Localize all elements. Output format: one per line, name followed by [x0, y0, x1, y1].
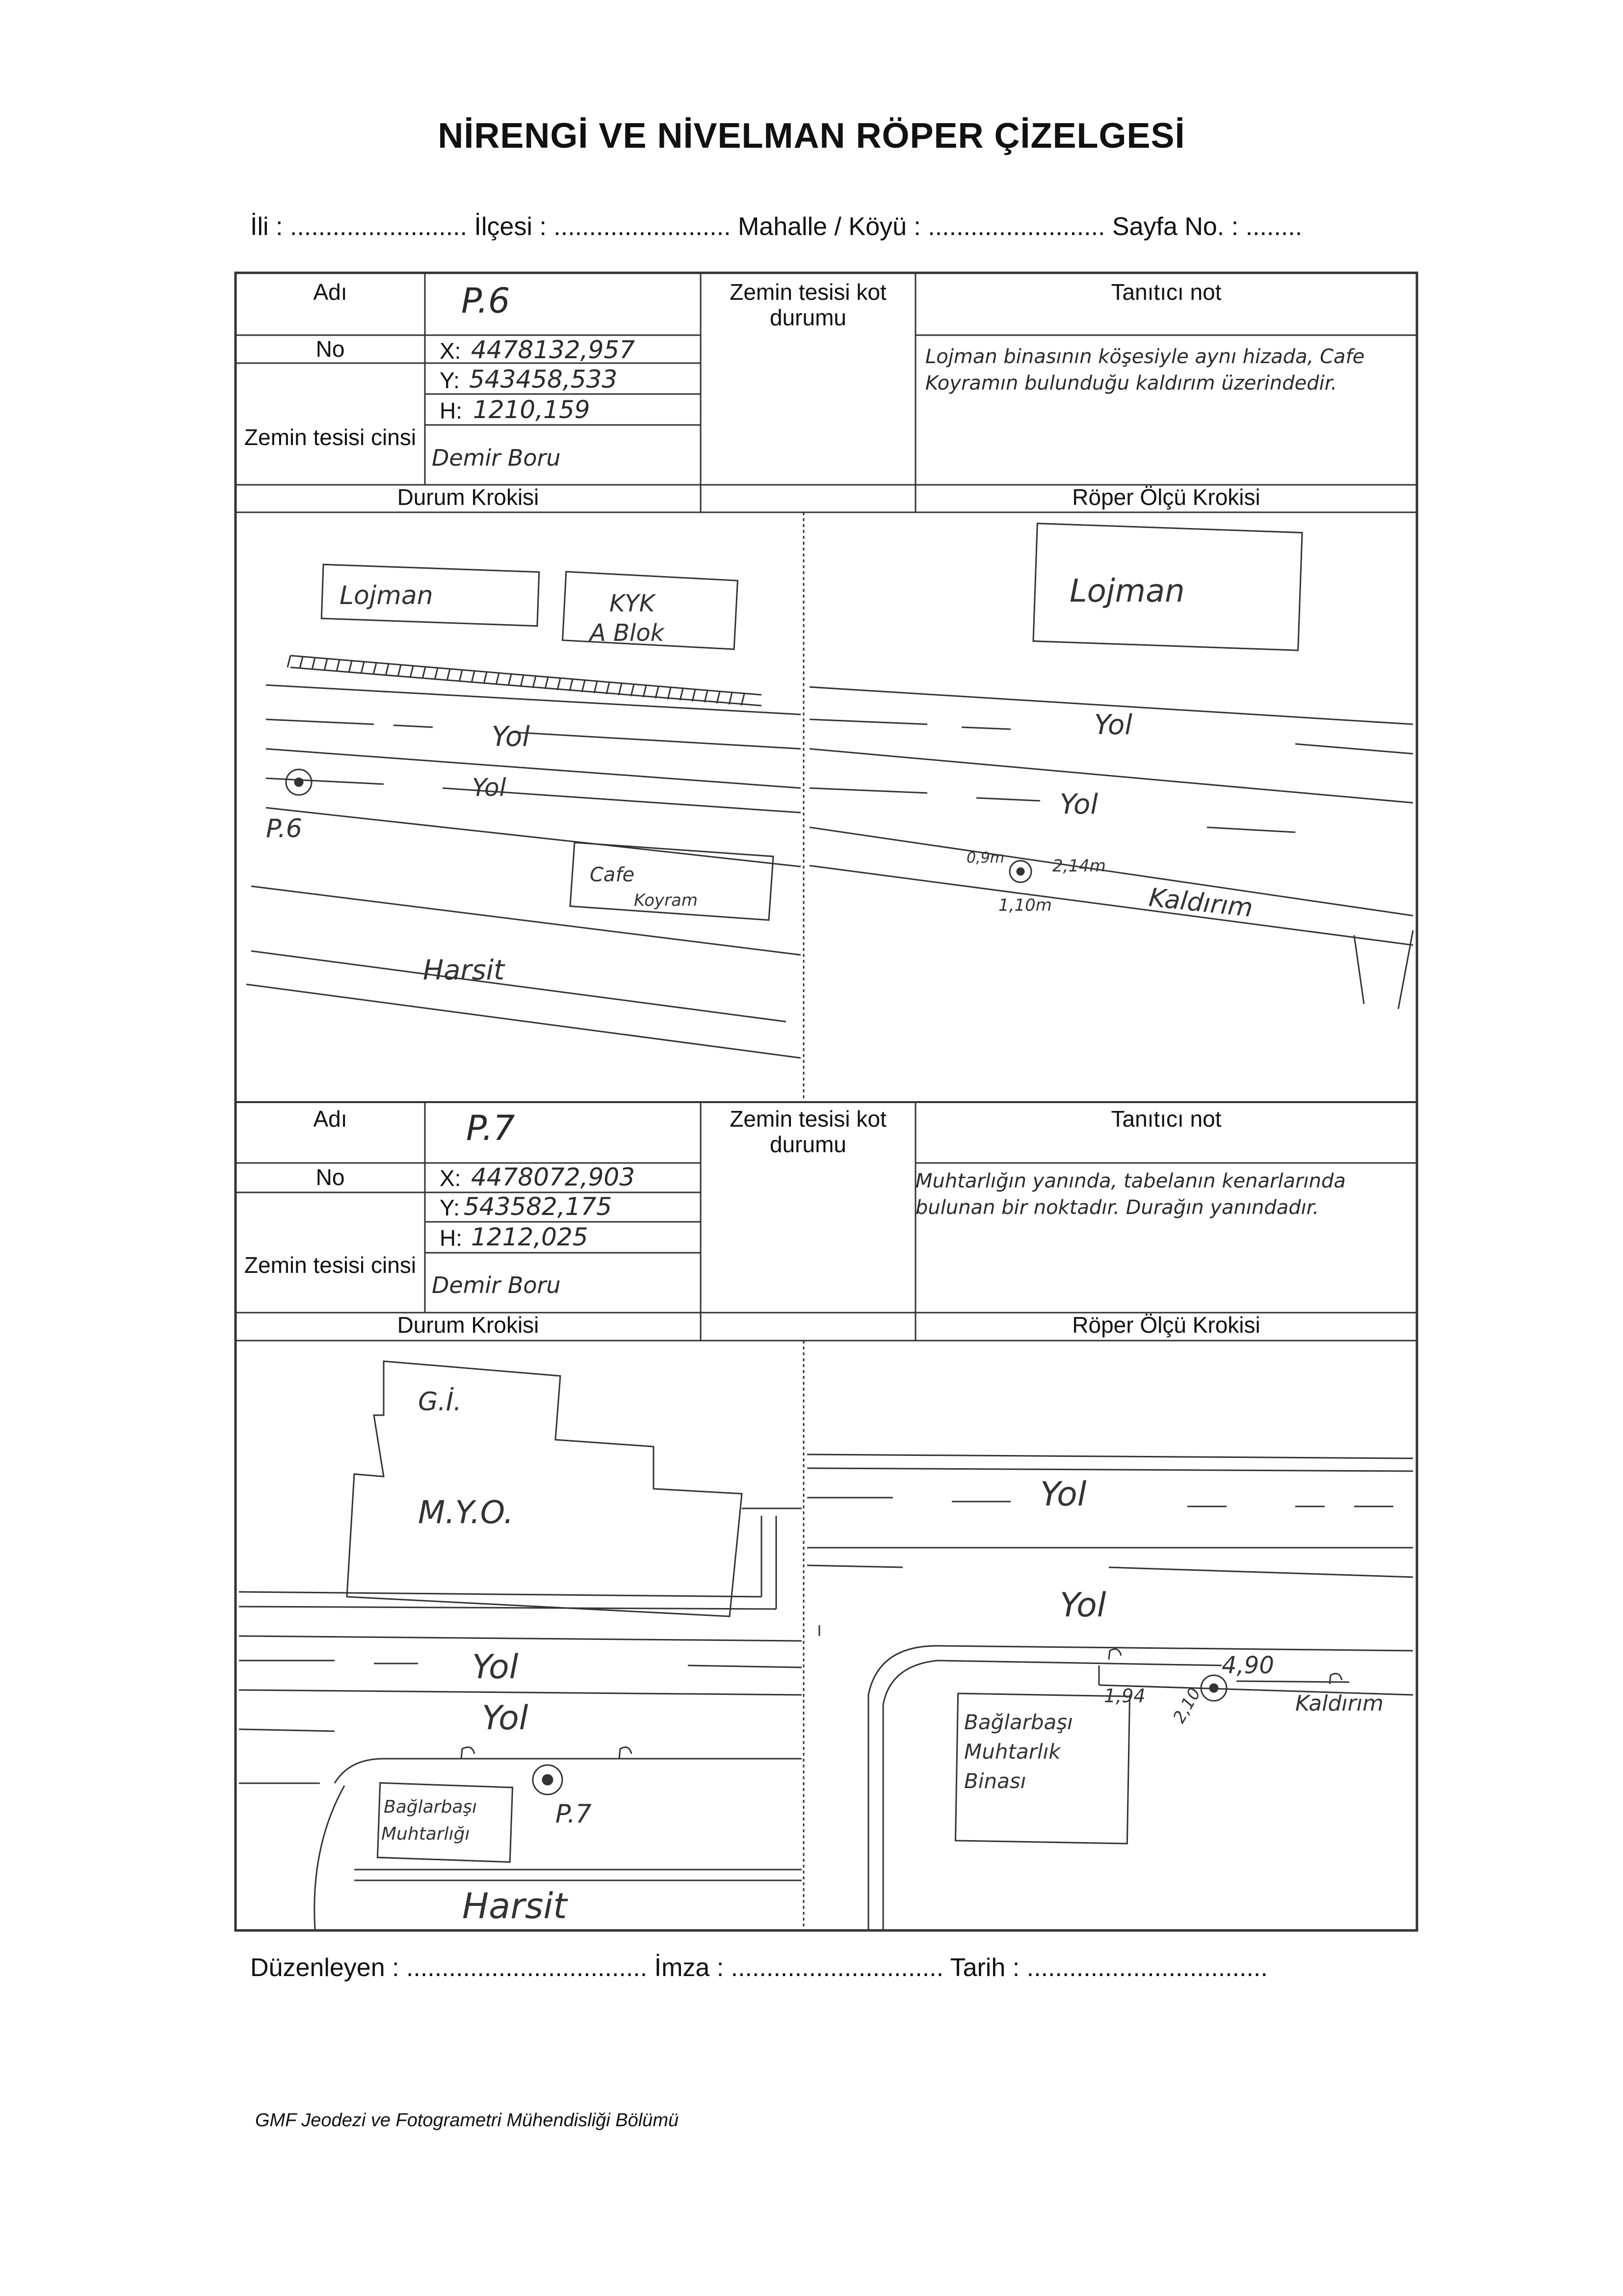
page-title: NİRENGİ VE NİVELMAN RÖPER ÇİZELGESİ — [438, 116, 1185, 156]
distance-3: 2,10 — [1169, 1684, 1205, 1727]
office-label-2: Muhtarlığı — [381, 1824, 470, 1844]
office-label-2: Muhtarlık — [964, 1740, 1061, 1764]
road-label-1: Yol — [492, 721, 530, 753]
building-lojman-label: Lojman — [340, 581, 433, 610]
point-name: P.7 — [466, 1108, 515, 1148]
coord-x: 4478132,957 — [471, 336, 635, 364]
road-label-2: Yol — [1060, 789, 1098, 820]
label-zemin-tesisi-kot: Zemin tesisi kot durumu — [730, 279, 887, 330]
material: Demir Boru — [432, 445, 561, 471]
distance-2: 2,14m — [1052, 856, 1106, 876]
roper-sketch-p7 — [805, 1342, 1416, 1929]
building-label-1: G.İ. — [418, 1387, 462, 1417]
sidewalk-label: Kaldırım — [1295, 1691, 1384, 1716]
label-no: No — [315, 336, 345, 362]
label-no: No — [315, 1164, 345, 1190]
cafe-label: Cafe — [590, 864, 635, 886]
road-label-2: Yol — [1060, 1586, 1106, 1625]
label-h: H: — [440, 1225, 462, 1251]
coord-h: 1212,025 — [471, 1223, 588, 1251]
material: Demir Boru — [432, 1272, 561, 1298]
label-x: X: — [440, 1165, 461, 1191]
distance-2: 1,94 — [1104, 1685, 1146, 1707]
road-label-1: Yol — [472, 1648, 519, 1687]
label-y: Y: — [440, 1195, 460, 1220]
location-header-line: İli : ......................... İlçesi : ......................... Mahalle / Köyü : ......................... Sayfa No. : ........ — [250, 212, 1303, 241]
location-sketch-p7 — [236, 1342, 803, 1929]
label-durum-krokisi: Durum Krokisi — [397, 1312, 539, 1338]
signature-line: Düzenleyen : .................................. İmza : .............................. Tarih : .................................. — [250, 1953, 1268, 1982]
building-label-2: M.Y.O. — [418, 1495, 514, 1531]
label-h: H: — [440, 398, 462, 423]
building-kyk-block-label: A Blok — [590, 619, 664, 647]
road-label-1: Yol — [1094, 709, 1132, 741]
label-roper-olcu-krokisi: Röper Ölçü Krokisi — [1072, 484, 1260, 510]
coord-y: 543582,175 — [464, 1192, 612, 1221]
label-tanitici-not: Tanıtıcı not — [1111, 279, 1222, 305]
road-label-2: Yol — [482, 1699, 528, 1738]
label-zemin-tesisi-cinsi: Zemin tesisi cinsi — [244, 424, 417, 450]
building-kyk-label: KYK — [609, 590, 655, 617]
label-adi: Adı — [313, 1106, 347, 1132]
descriptive-note: Muhtarlığın yanında, tabelanın kenarlarında bulunan bir noktadır. Durağın yanındadır. — [916, 1170, 1346, 1219]
distance-1: 0,9m — [967, 849, 1004, 867]
label-zemin-tesisi-kot: Zemin tesisi kot durumu — [730, 1106, 887, 1157]
label-x: X: — [440, 338, 461, 364]
sidewalk-label: Kaldırım — [1147, 883, 1255, 924]
point-label-sketch: P.6 — [266, 814, 302, 844]
label-tanitici-not: Tanıtıcı not — [1111, 1106, 1222, 1132]
road-label-2: Yol — [472, 773, 506, 802]
department-name: GMF Jeodezi ve Fotogrametri Mühendisliği Bölümü — [255, 2110, 679, 2131]
point-name: P.6 — [461, 281, 510, 321]
distance-1: 4,90 — [1222, 1652, 1274, 1679]
label-roper-olcu-krokisi: Röper Ölçü Krokisi — [1072, 1312, 1260, 1338]
office-label-1: Bağlarbaşı — [384, 1797, 477, 1817]
office-label-1: Bağlarbaşı — [964, 1710, 1073, 1734]
label-zemin-tesisi-cinsi: Zemin tesisi cinsi — [244, 1252, 417, 1278]
location-sketch-p6 — [236, 513, 803, 1101]
descriptive-note: Lojman binasının köşesiyle aynı hizada, Cafe Koyramın bulunduğu kaldırım üzerindedir. — [925, 345, 1365, 395]
cafe-name-label: Koyram — [634, 891, 698, 910]
roper-sketch-p6 — [805, 513, 1416, 1101]
street-label: Harsit — [423, 954, 505, 986]
label-y: Y: — [440, 368, 460, 393]
office-label-3: Binası — [964, 1769, 1026, 1793]
coord-h: 1210,159 — [473, 396, 590, 424]
distance-3: 1,10m — [998, 896, 1052, 915]
street-label: Harsit — [462, 1885, 567, 1927]
point-label-sketch: P.7 — [555, 1799, 592, 1829]
coord-x: 4478072,903 — [471, 1163, 635, 1191]
label-adi: Adı — [313, 279, 347, 305]
road-label-1: Yol — [1040, 1475, 1087, 1514]
label-durum-krokisi: Durum Krokisi — [397, 484, 539, 510]
building-lojman-label: Lojman — [1070, 573, 1185, 609]
coord-y: 543458,533 — [469, 365, 618, 394]
